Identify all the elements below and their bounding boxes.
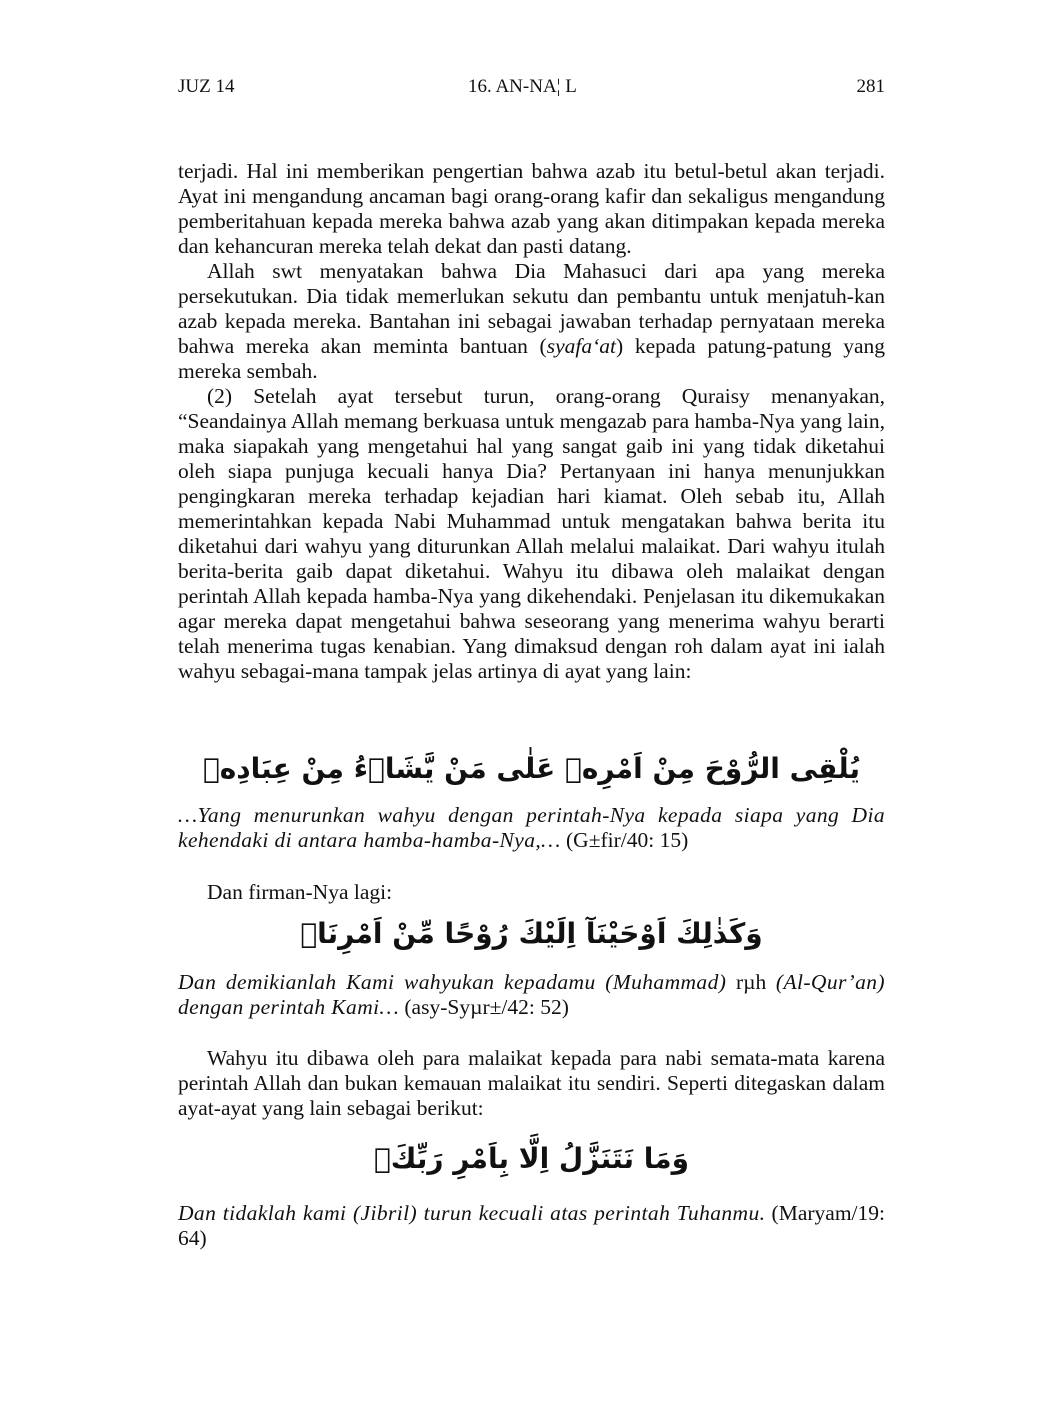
- paragraph-3: (2) Setelah ayat tersebut turun, orang-orang Quraisy menanyakan, “Seandainya Allah memang berkuasa untuk mengazab para hamba-Nya yang lain, maka siapakah yang mengetahui hal yang sangat gaib ini yang tidak diketahui oleh siapa punjuga kecuali hanya Dia? Pertanyaan ini hanya menunjukkan pengingkaran mereka terhadap kejadian hari kiamat. Oleh sebab itu, Allah memerintahkan kepada Nabi Muhammad untuk mengatakan bahwa berita itu diketahui dari wahyu yang diturunkan Allah melalui malaikat. Dari wahyu itulah berita-berita gaib dapat diketahui. Wahyu itu dibawa oleh malaikat dengan perintah Allah kepada hamba-Nya yang dikehendaki. Penjelasan itu dikemukakan agar mereka dapat mengetahui bahwa seseorang yang menerima wahyu berarti telah menerima tugas kenabian. Yang dimaksud dengan roh dalam ayat ini ialah wahyu sebagai-mana tampak jelas artinya di ayat yang lain:: [178, 384, 885, 683]
- verse-1-block: [178, 748, 885, 790]
- paragraph-2-text-a: Allah swt menyatakan bahwa Dia Mahasuci dari apa yang mereka persekutukan. Dia tidak memerlukan sekutu dan pembantu untuk menjatuh-kan azab kepada mereka. Bantahan ini sebagai jawaban terhadap pernyataan mereka bahwa mereka akan meminta bantuan (: [178, 259, 885, 358]
- main-text: [178, 159, 885, 684]
- verse-1-translation-text: …Yang menurunkan wahyu dengan perintah-Nya kepada siapa yang Dia kehendaki di antara hamba-hamba-Nya,…: [178, 803, 885, 852]
- verse-3-reference: (Maryam/19: 64): [178, 1201, 885, 1250]
- verse-1-arabic: يُلْقِى الرُّوْحَ مِنْ اَمْرِهٖ عَلٰى مَنْ يَّشَاۤءُ مِنْ عِبَادِهٖ: [202, 752, 861, 785]
- verse-2-translation-text-a: Dan demikianlah Kami wahyukan kepadamu (Muhammad): [178, 970, 736, 994]
- verse-3-translation: [178, 1201, 885, 1251]
- verse-2-translation-block: [178, 970, 885, 1020]
- paragraph-2: [178, 259, 885, 384]
- verse-2-translation-text-b: (Al-Qur’an) dengan perintah Kami…: [178, 970, 885, 1019]
- verse-2-translation-roman: rµh: [735, 970, 767, 994]
- paragraph-2-italic-term: syafa‘at: [546, 334, 616, 358]
- verse-3-translation-text: Dan tidaklah kami (Jibril) turun kecuali atas perintah Tuhanmu.: [178, 1201, 766, 1225]
- verse-3-arabic: وَمَا نَتَنَزَّلُ اِلَّا بِاَمْرِ رَبِّكَۚ: [373, 1142, 690, 1175]
- verse-3-translation-block: [178, 1201, 885, 1251]
- surah-title: 16. AN-NA¦ L: [468, 76, 577, 97]
- verse-3-block: [178, 1138, 885, 1180]
- paragraph-5-block: [178, 1046, 885, 1121]
- paragraph-4: Dan firman-Nya lagi:: [207, 880, 393, 904]
- intro-block: [178, 880, 885, 905]
- paragraph-5: Wahyu itu dibawa oleh para malaikat kepada para nabi semata-mata karena perintah Allah dan bukan kemauan malaikat itu sendiri. Seperti ditegaskan dalam ayat-ayat yang lain sebagai berikut:: [178, 1046, 885, 1120]
- verse-1-reference: (G±fir/40: 15): [560, 828, 689, 852]
- juz-label: JUZ 14: [178, 76, 235, 97]
- page-number: 281: [856, 76, 885, 97]
- verse-2-arabic: وَكَذٰلِكَ اَوْحَيْنَآ اِلَيْكَ رُوْحًا مِّنْ اَمْرِنَاۗ: [300, 917, 763, 950]
- verse-2-reference: (asy-Syµr±/42: 52): [399, 995, 569, 1019]
- verse-1-translation: [178, 803, 885, 853]
- verse-2-block: [178, 913, 885, 955]
- paragraph-1: terjadi. Hal ini memberikan pengertian bahwa azab itu betul-betul akan terjadi. Ayat ini mengandung ancaman bagi orang-orang kafir dan sekaligus mengandung pemberitahuan kepada mereka bahwa azab yang akan ditimpakan kepada mereka dan kehancuran mereka telah dekat dan pasti datang.: [178, 159, 885, 258]
- verse-1-translation-block: [178, 803, 885, 853]
- paragraph-2-text-b: ) kepada patung-patung yang mereka sembah.: [178, 334, 886, 383]
- verse-2-translation: [178, 970, 885, 1020]
